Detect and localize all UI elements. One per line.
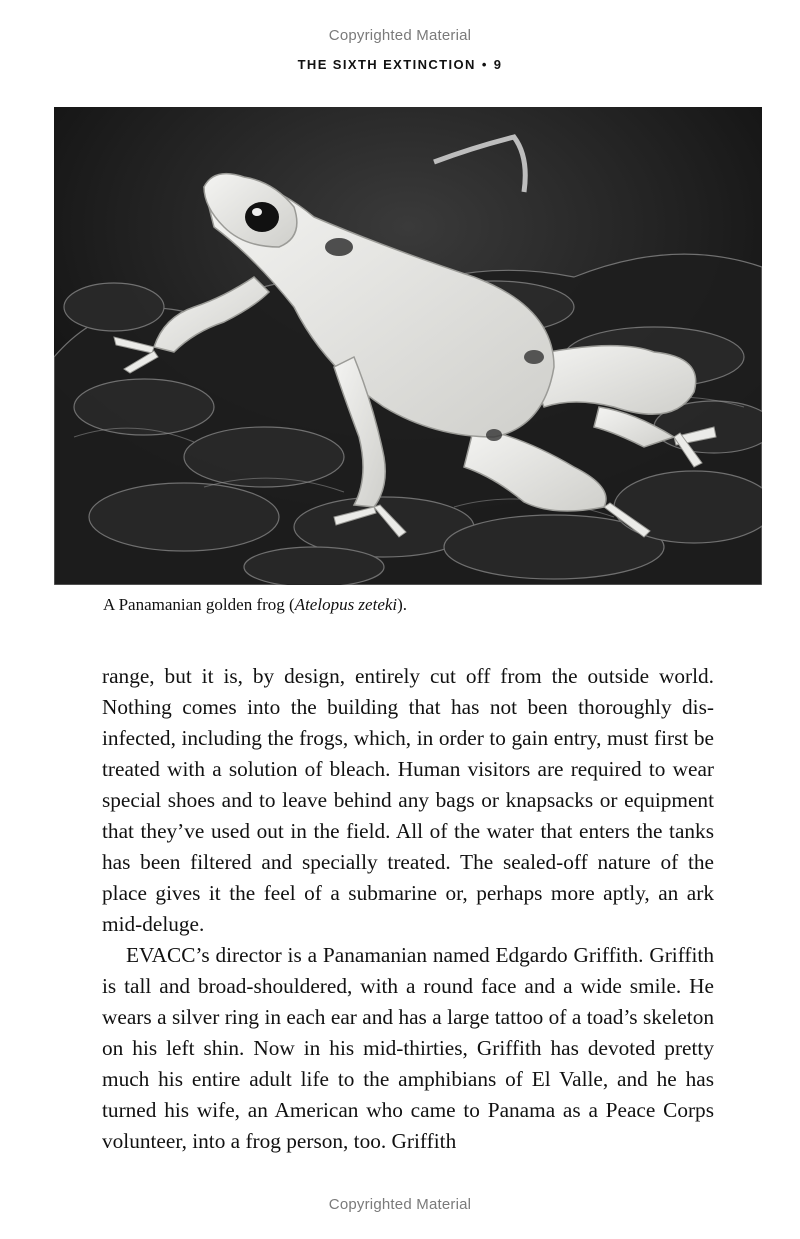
paragraph-2: EVACC’s director is a Panamanian named Edgardo Griffith. Griffith is tall and broad-shouldered, with a round face and a wide smile. He wears a silver ring in each ear and has a large tattoo of a toad’s skeleton on his left shin. Now in his mid-thirties, Griffith has devoted pretty much his entire adult life to the amphibians of El Valle, and he has turned his wife, an American who came to Panama as a Peace Corps volunteer, into a frog person, too. Griffith bbox=[102, 943, 714, 1153]
book-title: THE SIXTH EXTINCTION bbox=[297, 57, 476, 72]
caption-prefix: A Panamanian golden frog ( bbox=[103, 595, 295, 614]
running-head bbox=[0, 57, 800, 72]
frog-photograph bbox=[54, 107, 762, 585]
separator-dot: • bbox=[481, 57, 488, 72]
caption-species: Atelopus zeteki bbox=[294, 595, 398, 614]
copyright-watermark-bottom: Copyrighted Material bbox=[328, 1196, 472, 1213]
page-number: 9 bbox=[493, 57, 503, 72]
figure-caption bbox=[103, 595, 723, 615]
body-text bbox=[102, 661, 714, 1157]
copyright-watermark-top: Copyrighted Material bbox=[328, 27, 472, 44]
frog-photo-illustration bbox=[54, 107, 762, 585]
paragraph-1: range, but it is, by design, entirely cut off from the outside world. Nothing comes into the building that has not been thoroughly disinfected, including the frogs, which, in order to gain entry, must first be treated with a solution of bleach. Human visitors are required to wear special shoes and to leave behind any bags or knapsacks or equipment that they’ve used out in the field. All of the water that enters the tanks has been filtered and specially treated. The sealed-off nature of the place gives it the feel of a submarine or, perhaps more aptly, an ark mid-deluge. bbox=[102, 664, 714, 936]
caption-suffix: ). bbox=[397, 595, 408, 614]
